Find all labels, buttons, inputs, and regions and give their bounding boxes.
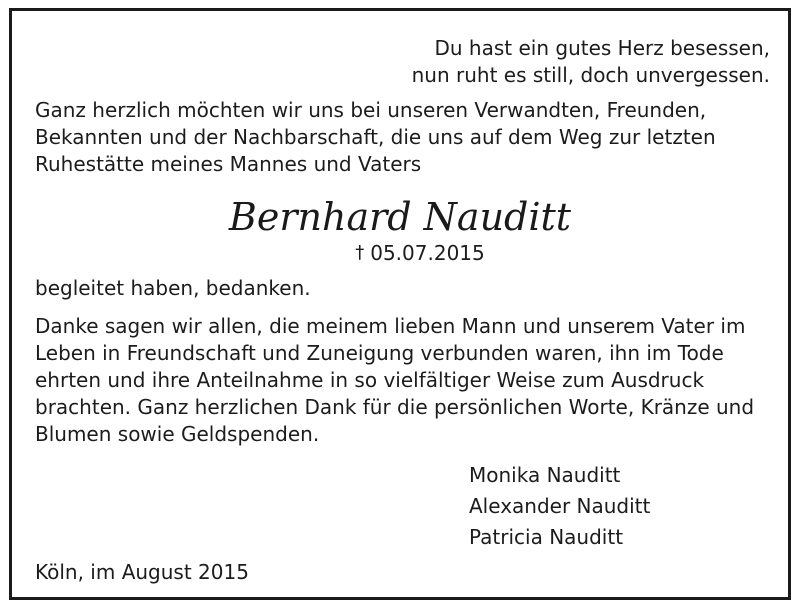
text-line: Ruhestätte meines Mannes und Vaters <box>35 152 422 176</box>
verse-line: nun ruht es still, doch unvergessen. <box>411 63 770 87</box>
death-date-line <box>12 240 788 268</box>
verse-line: Du hast ein gutes Herz besessen, <box>434 36 770 60</box>
text-line: ehrten und ihre Anteilnahme in so vielfältiger Weise zum Ausdruck <box>35 368 705 392</box>
memorial-verse <box>412 35 770 89</box>
obituary-card <box>9 8 791 600</box>
cross-icon: † <box>355 242 365 263</box>
text-line: Leben in Freundschaft und Zuneigung verbunden waren, ihn im Tode <box>35 341 724 365</box>
signer-name: Patricia Nauditt <box>469 525 624 549</box>
signers-list <box>469 460 650 553</box>
place-date: Köln, im August 2015 <box>35 560 249 584</box>
signer-name: Alexander Nauditt <box>469 494 651 518</box>
text-line: brachten. Ganz herzlichen Dank für die persönlichen Worte, Kränze und <box>35 395 755 419</box>
death-date: 05.07.2015 <box>370 241 485 265</box>
text-line: Danke sagen wir allen, die meinem lieben Mann und unserem Vater im <box>35 314 746 338</box>
signer-name: Monika Nauditt <box>469 463 621 487</box>
text-line: Blumen sowie Geldspenden. <box>35 422 320 446</box>
intro-paragraph <box>35 97 755 178</box>
text-line: Bekannten und der Nachbarschaft, die uns auf dem Weg zur letzten <box>35 125 716 149</box>
closing-line: begleitet haben, bedanken. <box>35 276 311 300</box>
thanks-paragraph <box>35 313 755 448</box>
deceased-name: Bernhard Nauditt <box>228 195 572 239</box>
text-line: Ganz herzlich möchten wir uns bei unseren Verwandten, Freunden, <box>35 98 707 122</box>
